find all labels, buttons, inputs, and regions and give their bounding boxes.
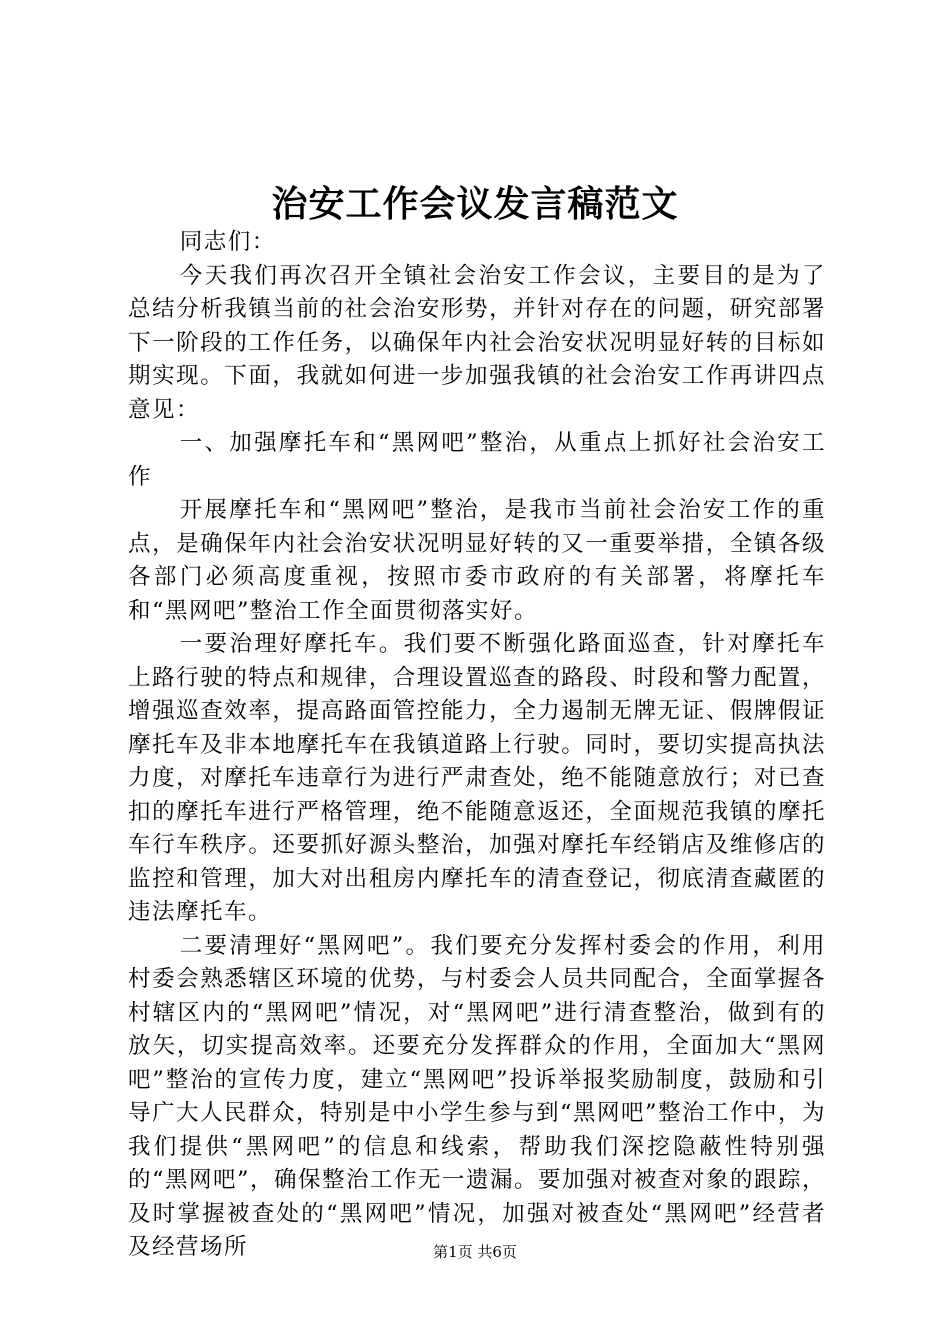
page-number-footer: 第1页 共6页 <box>433 1243 517 1261</box>
paragraph-motorcycle: 一要治理好摩托车。我们要不断强化路面巡查，针对摩托车上路行驶的特点和规律，合理设置巡查的路段、时段和警力配置，增强巡查效率，提高路面管控能力，全力遏制无牌无证、假牌假证摩托车及非本地摩托车在我镇道路上行驶。同时，要切实提高执法力度，对摩托车违章行为进行严肃查处，绝不能随意放行；对已查扣的摩托车进行严格管理，绝不能随意返还，全面规范我镇的摩托车行车秩序。还要抓好源头整治，加强对摩托车经销店及维修店的监控和管理，加大对出租房内摩托车的清查登记，彻底清查藏匿的违法摩托车。 <box>128 631 826 925</box>
paragraph-internet-cafe: 二要清理好“黑网吧”。我们要充分发挥村委会的作用，利用村委会熟悉辖区环境的优势，与村委会人员共同配合，全面掌握各村辖区内的“黑网吧”情况，对“黑网吧”进行清查整治，做到有的放矢，切实提高效率。还要充分发挥群众的作用，全面加大“黑网吧”整治的宣传力度，建立“黑网吧”投诉举报奖励制度，鼓励和引导广大人民群众，特别是中小学生参与到“黑网吧”整治工作中，为我们提供“黑网吧”的信息和线索，帮助我们深挖隐蔽性特别强的“黑网吧”，确保整治工作无一遗漏。要加强对被查对象的跟踪，及时掌握被查处的“黑网吧”情况，加强对被查处“黑网吧”经营者及经营场所 <box>128 932 827 1260</box>
document-title: 治安工作会议发言稿范文 <box>271 183 679 225</box>
paragraph-greeting: 同志们： <box>179 229 276 255</box>
section-heading-1: 一、加强摩托车和“黑网吧”整治，从重点上抓好社会治安工作 <box>128 430 826 490</box>
document-body <box>128 226 826 1265</box>
paragraph-intro: 今天我们再次召开全镇社会治安工作会议，主要目的是为了总结分析我镇当前的社会治安形势，并针对存在的问题，研究部署下一阶段的工作任务，以确保年内社会治安状况明显好转的目标如期实现。下面，我就如何进一步加强我镇的社会治安工作再讲四点意见： <box>128 262 826 423</box>
paragraph-overview: 开展摩托车和“黑网吧”整治，是我市当前社会治安工作的重点，是确保年内社会治安状况明显好转的又一重要举措，全镇各级各部门必须高度重视，按照市委市政府的有关部署，将摩托车和“黑网吧”整治工作全面贯彻落实好。 <box>128 497 826 624</box>
